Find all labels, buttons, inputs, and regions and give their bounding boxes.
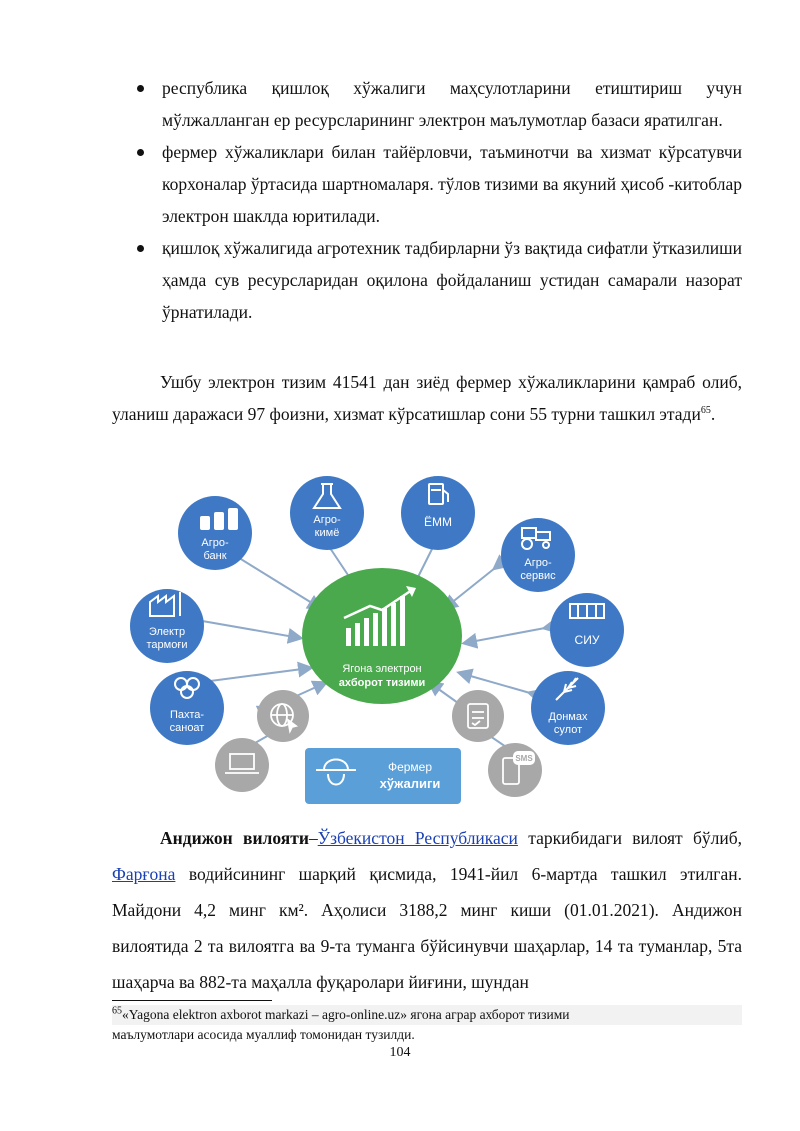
node-label: Пахта- [169, 709, 205, 721]
region-title: Андижон вилояти [160, 828, 309, 848]
node-sms [488, 743, 542, 797]
bullet-dot [137, 149, 144, 156]
page-number: 104 [389, 1045, 411, 1060]
footnote-line2: маълумотлари асосида муаллиф томонидан тузилди. [112, 1027, 415, 1042]
node-label: кимё [314, 527, 340, 539]
footnote-line1: «Yagona elektron axborot markazi – agro-online.uz» ягона аграр ахборот тизими [122, 1007, 570, 1022]
node-agrobank [178, 496, 252, 570]
paragraph-text: таркибидаги вилоят бўлиб, [517, 828, 742, 848]
center-label-line1: Ягона электрон [342, 663, 422, 675]
node-label: сулот [553, 724, 583, 736]
dash: – [308, 828, 318, 848]
paragraph-end: . [710, 404, 716, 424]
farmer-label-line1: Фермер [387, 760, 433, 774]
footnote-separator [112, 1000, 272, 1001]
node-label: сервис [520, 570, 556, 582]
center-label-line2: ахборот тизими [338, 677, 426, 689]
footnote [112, 1005, 742, 1045]
node-siu [550, 593, 624, 667]
fergana-link[interactable]: Фарғона [112, 864, 176, 884]
node-label: Агро- [201, 537, 229, 549]
node-label: тармоғи [146, 639, 188, 651]
node-label: Агро- [313, 514, 341, 526]
footnote-number: 65 [112, 1005, 122, 1017]
paragraph-text: Ушбу электрон тизим 41541 дан зиёд фермер хўжаликларини қамраб олиб, уланиш даражаси 97 фоизни, хизмат кўрсатишлар сони 55 турни ташкил этади [112, 372, 742, 424]
node-web [257, 690, 309, 742]
bullet-item [130, 72, 742, 136]
bullet-item [130, 136, 742, 232]
node-label: банк [203, 550, 227, 562]
footnote-ref[interactable]: 65 [700, 405, 711, 417]
bullet-dot [137, 85, 144, 92]
bullet-dot [137, 245, 144, 252]
bullet-item [130, 232, 742, 328]
node-paxta [150, 671, 224, 745]
paragraph-text: водийсининг шарқий қисмида, 1941-йил 6-мартда ташкил этилган. Майдони 4,2 минг км². Аҳолиси 3188,2 минг киши (01.01.2021). Андижон вилоятида 2 та вилоятга ва 9-та туманга бўйсинувчи шаҳарлар, 14 та туманлар, 5та шаҳарча ва 882-та маҳалла фуқаролари йиғини, шундан [112, 864, 742, 992]
node-label: саноат [169, 722, 205, 734]
node-agrokime [290, 476, 364, 550]
node-emm [401, 476, 475, 550]
bullet-text: республика қишлоқ хўжалиги маҳсулотларини етиштириш учун мўлжалланган ер ресурсларининг электрон маълумотлар базаси яратилган. [162, 78, 742, 130]
farmer-label-line2: хўжалиги [379, 776, 441, 791]
node-label: Электр [148, 626, 186, 638]
node-label: Донмах [548, 711, 588, 723]
node-label: СИУ [574, 633, 600, 647]
bullet-text: фермер хўжаликлари билан тайёрловчи, таъминотчи ва хизмат кўрсатувчи корхоналар ўртасида шартномаларя. тўлов тизими ва якуний ҳисоб -китоблар электрон шаклда юритилади. [162, 142, 742, 226]
node-electr [130, 589, 204, 663]
sms-label: SMS [515, 754, 533, 763]
center-node [302, 568, 462, 704]
farmer-node [305, 748, 461, 804]
bullet-text: қишлоқ хўжалигида агротехник тадбирларни ўз вақтида сифатли ўтказилиши ҳамда сув ресурсларидан оқилона фойдаланиш устидан самарали назорат ўрнатилади. [162, 238, 742, 322]
paragraph-system-stats [112, 366, 742, 430]
node-donmah [531, 671, 605, 745]
uzbekistan-link[interactable]: Ўзбекистон Республикаси [317, 828, 518, 848]
node-agroservis [501, 518, 575, 592]
information-system-diagram [120, 468, 660, 808]
node-label: Агро- [524, 557, 552, 569]
node-checklist [452, 690, 504, 742]
node-label: ЁММ [423, 515, 453, 529]
paragraph-andijan [112, 820, 742, 1000]
node-laptop [215, 738, 269, 792]
bullet-list [130, 72, 742, 328]
